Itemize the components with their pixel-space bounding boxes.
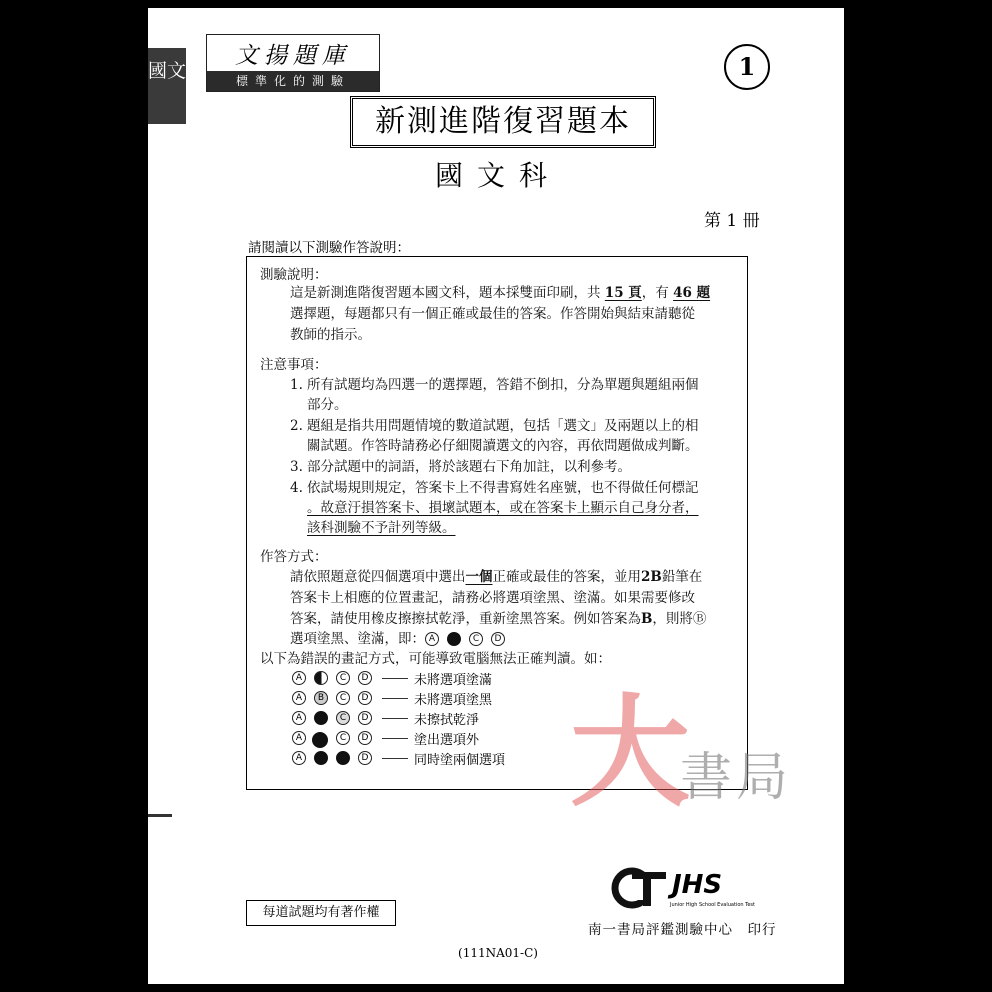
note-2-line2: 關試題。作答時請務必仔細閱讀選文的內容，再依問題做成判斷。	[307, 438, 699, 454]
wrong-example-not-erased	[292, 708, 479, 728]
section-answer-method-heading: 作答方式：	[260, 549, 328, 565]
option-c-bubble: C	[336, 691, 350, 705]
note-4-line2: 。故意汙損答案卡、損壞試題本，或在答案卡上顯示自己身分者，	[307, 500, 699, 516]
volume-label: 第 1 冊	[704, 211, 760, 231]
option-d-bubble: D	[358, 731, 372, 745]
dash-line	[382, 738, 408, 739]
wrong-example-not-full	[292, 668, 492, 688]
option-d-bubble: D	[358, 751, 372, 765]
option-b-bubble-filled	[314, 711, 328, 725]
jhs-logo	[610, 864, 760, 914]
jhs-logo-text: JHS	[672, 870, 723, 900]
exam-cover-page	[148, 8, 844, 984]
option-b-bubble-overflow	[312, 732, 328, 748]
option-b-bubble-filled	[447, 632, 461, 646]
note-1-line2: 部分。	[307, 397, 348, 413]
option-c-bubble-smudged: C	[336, 711, 350, 725]
section-test-description-line2: 選擇題，每題都只有一個正確或最佳的答案。作答開始與結束請聽從	[290, 306, 695, 322]
watermark-text: 書局	[680, 748, 793, 808]
wrong-example-label: 未將選項塗黑	[414, 692, 493, 708]
answer-method-line2: 答案卡上相應的位置畫記，請務必將選項塗黑、塗滿。如果需要修改	[290, 590, 695, 606]
note-3: 3. 部分試題中的詞語，將於該題右下角加註，以利參考。	[290, 459, 631, 475]
wrong-example-not-dark	[292, 688, 492, 708]
option-a-bubble: A	[292, 671, 306, 685]
note-4-line3: 該科測驗不予計列等級。	[307, 520, 456, 536]
dash-line	[382, 678, 408, 679]
watermark-big-char: 大	[570, 684, 690, 823]
option-a-bubble: A	[425, 632, 439, 646]
wrong-example-label: 未將選項塗滿	[414, 672, 493, 688]
subject-side-tab: 國文	[148, 48, 186, 124]
publisher-logo-subtitle: 標準化的測驗	[207, 71, 379, 91]
publisher-logo	[206, 34, 380, 92]
option-c-bubble-filled	[336, 751, 350, 765]
wrong-example-label: 塗出選項外	[414, 732, 480, 748]
option-d-bubble: D	[358, 711, 372, 725]
main-title: 新測進階復習題本	[350, 96, 656, 148]
answer-method-line4: 選項塗黑、塗滿，即： A C D	[290, 628, 513, 650]
option-b-bubble-light: B	[314, 691, 328, 705]
option-d-bubble: D	[358, 691, 372, 705]
dash-line	[382, 718, 408, 719]
note-4-line1: 4. 依試場規則規定，答案卡上不得書寫姓名座號，也不得做任何標記	[290, 480, 699, 496]
instructions-intro: 請閱讀以下測驗作答說明：	[248, 240, 410, 256]
note-1-line1: 1. 所有試題均為四選一的選擇題，答錯不倒扣，分為單題與題組兩個	[290, 377, 699, 393]
option-c-bubble: C	[336, 671, 350, 685]
subject-title: 國文科	[434, 159, 561, 192]
wrong-example-label: 同時塗兩個選項	[414, 752, 506, 768]
page-count: 15 頁	[604, 285, 642, 301]
copyright-box: 每道試題均有著作權	[246, 900, 396, 926]
option-d-bubble: D	[358, 671, 372, 685]
option-c-bubble: C	[469, 632, 483, 646]
question-count: 46 題	[673, 285, 711, 301]
section-notes-heading: 注意事項：	[260, 357, 328, 373]
note-2-line1: 2. 題組是指共用問題情境的數道試題，包括「選文」及兩題以上的相	[290, 418, 699, 434]
publisher-logo-title: 文揚題庫	[235, 43, 351, 69]
option-a-bubble: A	[292, 711, 306, 725]
wrong-example-outside	[292, 728, 479, 748]
option-a-bubble: A	[292, 751, 306, 765]
answer-method-line1: 請依照題意從四個選項中選出一個正確或最佳的答案，並用2B鉛筆在	[290, 569, 703, 585]
dash-line	[382, 758, 408, 759]
dash-line	[382, 698, 408, 699]
section-test-description-heading: 測驗說明：	[260, 267, 328, 283]
option-a-bubble: A	[292, 731, 306, 745]
answer-method-line3: 答案，請使用橡皮擦擦拭乾淨，重新塗黑答案。例如答案為B，則將Ⓑ	[290, 611, 707, 627]
option-b-bubble-filled	[314, 751, 328, 765]
option-b-bubble-half	[314, 671, 328, 685]
volume-number-badge: 1	[724, 44, 770, 90]
option-a-bubble: A	[292, 691, 306, 705]
bookstore-watermark	[560, 684, 830, 864]
option-c-bubble: C	[336, 731, 350, 745]
printer-credit: 南一書局評鑑測驗中心 印行	[588, 922, 777, 938]
jhs-logo-tagline: Junior High School Evaluation Test	[670, 902, 755, 908]
wrong-example-double	[292, 748, 505, 768]
side-binding-mark	[148, 814, 172, 817]
pencil-type: 2B	[641, 569, 662, 585]
document-code: (111NA01-C)	[458, 946, 538, 960]
wrong-marking-intro: 以下為錯誤的畫記方式，可能導致電腦無法正確判讀。如：	[260, 651, 611, 667]
section-test-description-line3: 教師的指示。	[290, 327, 371, 343]
option-d-bubble: D	[491, 632, 505, 646]
section-test-description-line1: 這是新測進階復習題本國文科，題本採雙面印刷，共 15 頁，有 46 題	[290, 285, 711, 301]
wrong-example-label: 未擦拭乾淨	[414, 712, 480, 728]
